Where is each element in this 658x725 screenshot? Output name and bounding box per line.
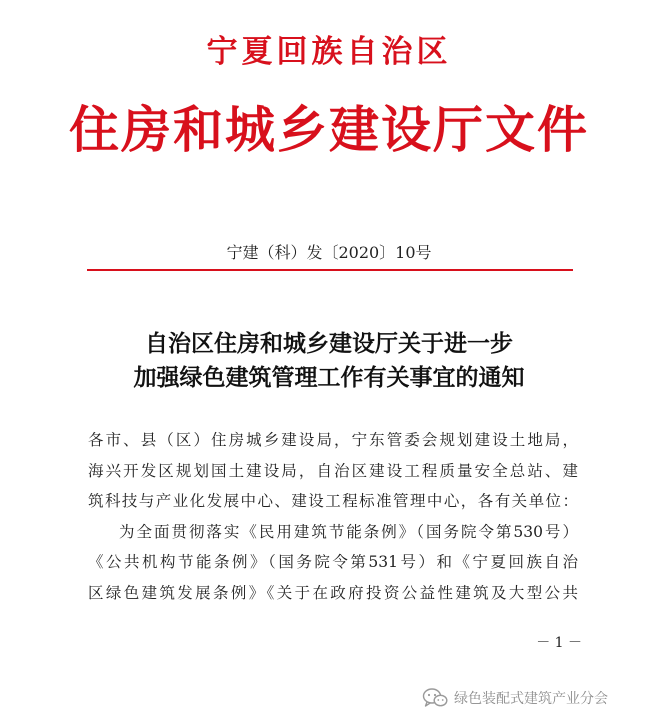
body-line: 区绿色建筑发展条例》《关于在政府投资公益性建筑及大型公共 — [88, 583, 578, 602]
body-line: 海兴开发区规划国土建设局，自治区建设工程质量安全总站、建 — [88, 461, 578, 480]
wechat-icon — [422, 687, 448, 709]
body-line: 为全面贯彻落实《民用建筑节能条例》（国务院令第530号） — [119, 522, 578, 541]
notice-title — [0, 327, 658, 395]
notice-title-line-1: 自治区住房和城乡建设厅关于进一步 — [145, 330, 513, 357]
body-line: 《公共机构节能条例》（国务院令第531号）和《宁夏回族自治 — [88, 553, 578, 572]
notice-body — [88, 425, 578, 609]
body-line: 各市、县（区）住房城乡建设局，宁东管委会规划建设土地局， — [88, 431, 578, 449]
red-divider-line — [87, 269, 573, 271]
watermark — [422, 685, 608, 711]
document-number: 宁建（科）发〔2020〕10号 — [226, 243, 432, 262]
body-line: 筑科技与产业化发展中心、建设工程标准管理中心，各有关单位： — [88, 492, 578, 511]
issuer-line-2: 住房和城乡建设厅文件 — [69, 100, 589, 159]
issuer-line-1: 宁夏回族自治区 — [206, 34, 452, 70]
page-number: － 1 － — [536, 635, 582, 651]
watermark-text: 绿色装配式建筑产业分会 — [454, 691, 608, 707]
notice-title-line-2: 加强绿色建筑管理工作有关事宜的通知 — [133, 364, 525, 391]
